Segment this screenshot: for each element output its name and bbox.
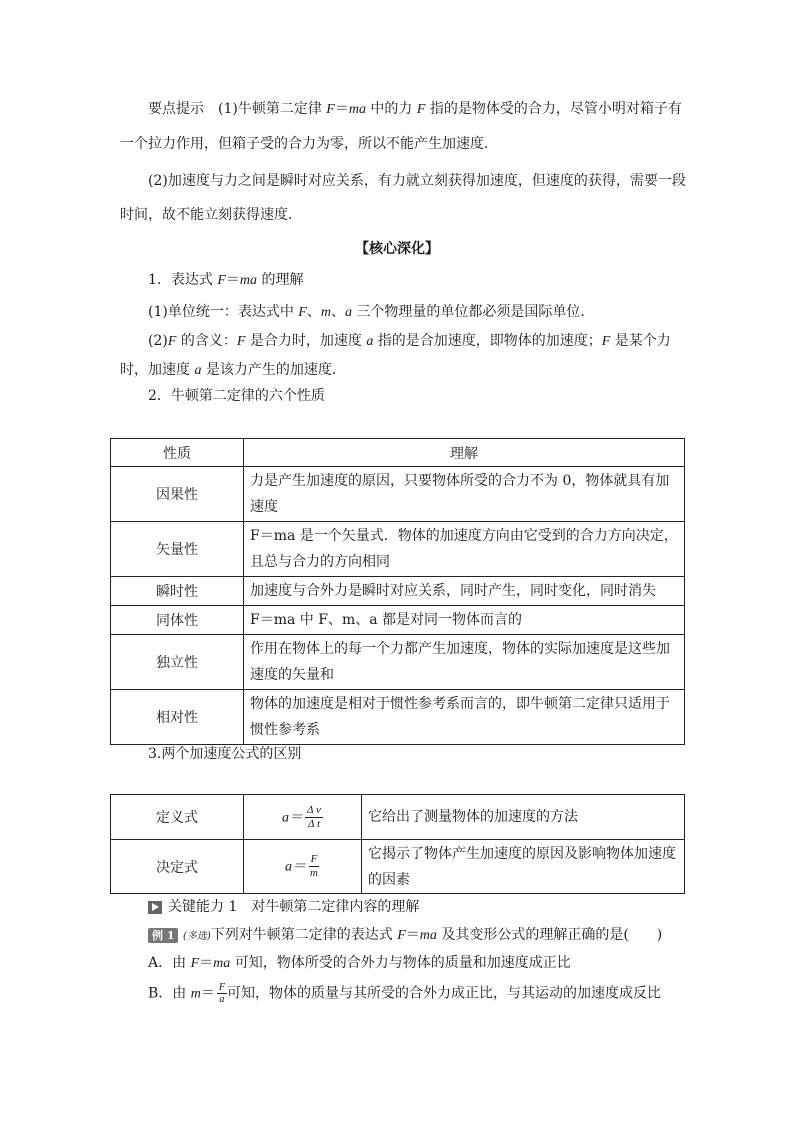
- table-row: [111, 635, 685, 690]
- table-row: [111, 606, 685, 635]
- tip-paragraph-1: 要点提示 (1)牛顿第二定律 F＝ma 中的力 F 指的是物体受的合力，尽管小明对箱子有一个拉力作用，但箱子受的合力为零，所以不能产生加速度．: [120, 101, 682, 152]
- fraction: $\frac{F}{a}$: [218, 982, 225, 1005]
- example-badge: 例 1: [148, 928, 178, 943]
- table-row: [111, 840, 685, 894]
- formula-name: 决定式: [111, 840, 244, 894]
- section-1-point-1: (1)单位统一：表达式中 F、m、a 三个物理量的单位都必须是国际单位．: [148, 304, 595, 320]
- core-heading: 【核心深化】: [355, 241, 439, 257]
- formula-desc: 它揭示了物体产生加速度的原因及影响物体加速度的因素: [362, 840, 685, 894]
- key-ability-heading: 关键能力 1 对牛顿第二定律内容的理解: [148, 896, 419, 916]
- tip-paragraph-2: (2)加速度与力之间是瞬时对应关系，有力就立刻获得加速度，但速度的获得，需要一段时间，故不能立刻获得速度．: [120, 173, 686, 223]
- property-name: 独立性: [111, 635, 244, 690]
- property-name: 同体性: [111, 606, 244, 635]
- table-row: [111, 522, 685, 577]
- properties-table: [110, 438, 685, 745]
- fraction: $\frac{\text{Δ v}}{\text{Δ t}}$: [307, 803, 321, 830]
- fraction: $\frac{F}{m}$: [310, 853, 318, 879]
- play-icon: [148, 901, 162, 914]
- formula-expression: a＝ $\frac{\text{Δ v}}{\text{Δ t}}$: [244, 795, 362, 840]
- formula-expression: a＝ $\frac{F}{m}$: [244, 840, 362, 894]
- option-b[interactable]: B．由 m＝ $\frac{F}{a}$ 可知，物体的质量与其所受的合外力成正比，与其运动的加速度成反比: [148, 982, 661, 1005]
- table-header-row: [111, 439, 685, 467]
- formula-table: [110, 794, 685, 894]
- table-row: [111, 690, 685, 745]
- tip-label: 要点提示: [148, 101, 204, 117]
- property-desc: F＝ma 是一个矢量式．物体的加速度方向由它受到的合力方向决定，且总与合力的方向相同: [244, 522, 685, 577]
- section-2-title: 2．牛顿第二定律的六个性质: [148, 388, 325, 404]
- formula-desc: 它给出了测量物体的加速度的方法: [362, 795, 685, 840]
- table-header-understanding: 理解: [244, 439, 685, 467]
- formula-name: 定义式: [111, 795, 244, 840]
- property-desc: 加速度与合外力是瞬时对应关系，同时产生，同时变化，同时消失: [244, 577, 685, 606]
- property-name: 矢量性: [111, 522, 244, 577]
- property-desc: 作用在物体上的每一个力都产生加速度，物体的实际加速度是这些加速度的矢量和: [244, 635, 685, 690]
- property-desc: F＝ma 中 F、m、a 都是对同一物体而言的: [244, 606, 685, 635]
- option-a[interactable]: A．由 F＝ma 可知，物体所受的合外力与物体的质量和加速度成正比: [148, 955, 571, 971]
- property-name: 相对性: [111, 690, 244, 745]
- multi-select-tag: (多选): [182, 931, 211, 942]
- section-1-point-2: (2)F 的含义：F 是合力时，加速度 a 指的是合加速度，即物体的加速度；F 是某个力时，加速度 a 是该力产生的加速度．: [120, 333, 671, 378]
- property-desc: 力是产生加速度的原因，只要物体所受的合力不为 0，物体就具有加速度: [244, 467, 685, 522]
- table-header-property: 性质: [111, 439, 244, 467]
- section-3-title: 3.两个加速度公式的区别: [148, 746, 302, 762]
- property-name: 瞬时性: [111, 577, 244, 606]
- table-row: [111, 795, 685, 840]
- table-row: [111, 577, 685, 606]
- property-name: 因果性: [111, 467, 244, 522]
- example-stem: 例 1 (多选)下列对牛顿第二定律的表达式 F＝ma 及其变形公式的理解正确的是( ): [148, 924, 662, 944]
- property-desc: 物体的加速度是相对于惯性参考系而言的，即牛顿第二定律只适用于惯性参考系: [244, 690, 685, 745]
- table-row: [111, 467, 685, 522]
- section-1-title: 1．表达式 F＝ma 的理解: [148, 272, 304, 288]
